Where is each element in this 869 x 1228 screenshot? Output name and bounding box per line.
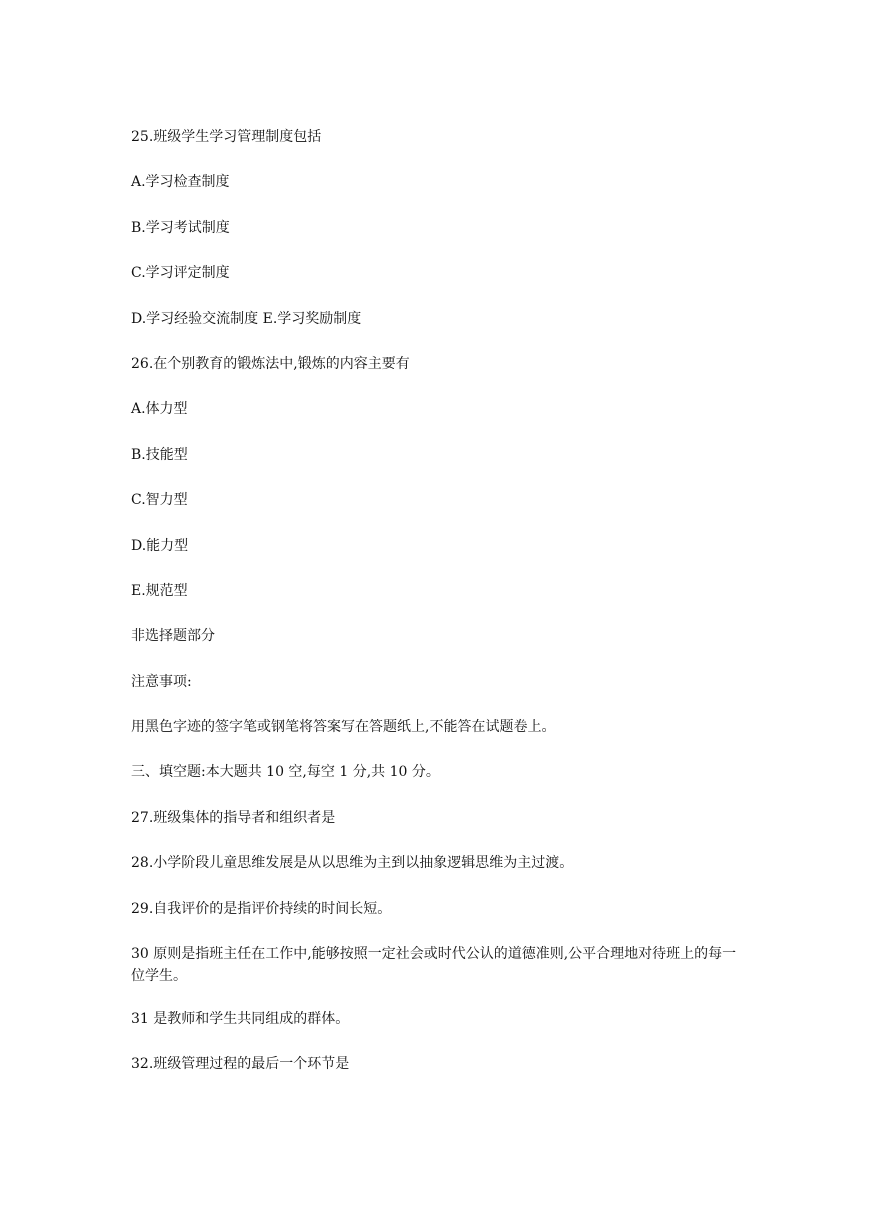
section-heading: 非选择题部分 bbox=[131, 628, 215, 645]
notice-heading: 注意事项: bbox=[131, 673, 192, 690]
option-d-e: D.学习经验交流制度 E.学习奖励制度 bbox=[131, 310, 362, 327]
option-a: A.学习检查制度 bbox=[131, 174, 230, 191]
question-26: 26.在个别教育的锻炼法中,锻炼的内容主要有 bbox=[131, 355, 410, 372]
question-28: 28.小学阶段儿童思维发展是从以思维为主到以抽象逻辑思维为主过渡。 bbox=[131, 855, 574, 872]
option-b: B.技能型 bbox=[131, 446, 188, 463]
option-c: C.学习评定制度 bbox=[131, 265, 230, 282]
option-e: E.规范型 bbox=[131, 582, 188, 599]
question-31: 31 是教师和学生共同组成的群体。 bbox=[131, 1010, 350, 1027]
question-30: 30 原则是指班主任在工作中,能够按照一定社会或时代公认的道德准则,公平合理地对待班上的每一位学生。 bbox=[131, 946, 737, 985]
question-32: 32.班级管理过程的最后一个环节是 bbox=[131, 1055, 350, 1072]
option-b: B.学习考试制度 bbox=[131, 219, 230, 236]
question-29: 29.自我评价的是指评价持续的时间长短。 bbox=[131, 900, 392, 917]
question-27: 27.班级集体的指导者和组织者是 bbox=[131, 809, 336, 826]
option-c: C.智力型 bbox=[131, 492, 188, 509]
option-a: A.体力型 bbox=[131, 401, 188, 418]
notice-text: 用黑色字迹的签字笔或钢笔将答案写在答题纸上,不能答在试题卷上。 bbox=[131, 719, 556, 736]
option-d: D.能力型 bbox=[131, 537, 189, 554]
section-three-heading: 三、填空题:本大题共 10 空,每空 1 分,共 10 分。 bbox=[131, 764, 440, 781]
question-25: 25.班级学生学习管理制度包括 bbox=[131, 129, 322, 145]
document-body bbox=[131, 126, 746, 1098]
